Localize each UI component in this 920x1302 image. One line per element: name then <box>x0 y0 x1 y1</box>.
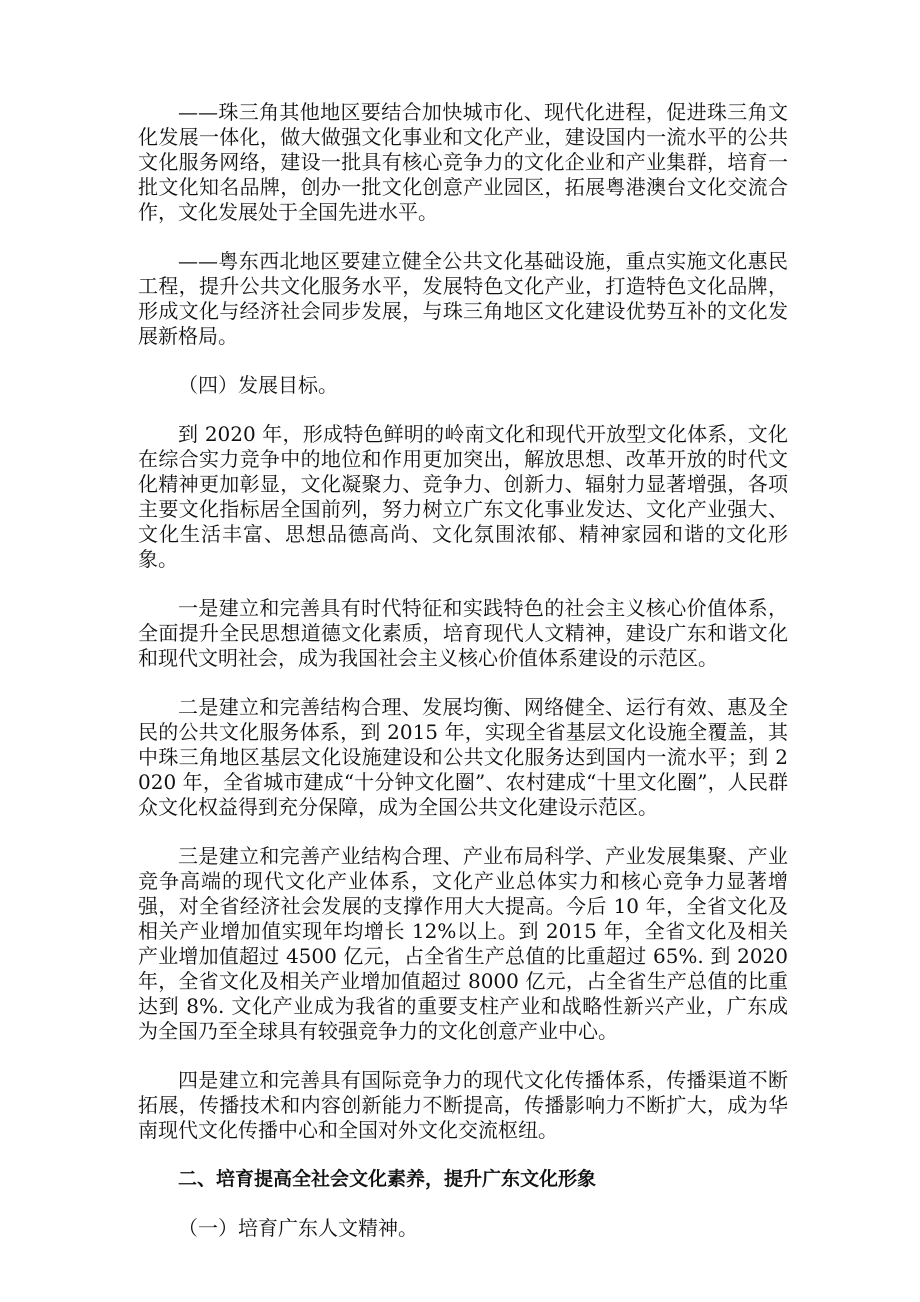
paragraph-goal-four: 四是建立和完善具有国际竞争力的现代文化传播体系，传播渠道不断拓展，传播技术和内容创新能力不断提高，传播影响力不断扩大，成为华南现代文化传播中心和全国对外文化交流枢纽。 <box>138 1068 788 1142</box>
subheading-development-goals: （四）发展目标。 <box>178 373 338 397</box>
subsection-heading: （一）培育广东人文精神。 <box>178 1216 418 1240</box>
paragraph-goal-one: 一是建立和完善具有时代特征和实践特色的社会主义核心价值体系，全面提升全民思想道德文化素质，培育现代人文精神，建设广东和谐文化和现代文明社会，成为我国社会主义核心价值体系建设的示范区。 <box>138 596 788 670</box>
paragraph-goal-three: 三是建立和完善产业结构合理、产业布局科学、产业发展集聚、产业竞争高端的现代文化产业体系，文化产业总体实力和核心竞争力显著增强，对全省经济社会发展的支撑作用大大提高。今后 10 年，全省文化及相关产业增加值实现年均增长 12%以上。到 2015 年，全省文化及相关产业增加值超过 4500 亿元，占全省生产总值的比重超过 65%. 到 2020 年，全省文化及相关产业增加值超过 8000 亿元，占全省生产总值的比重达到 8%. 文化产业成为我省的重要支柱产业和战略性新兴产业，广东成为全国乃至全球具有较强竞争力的文化创意产业中心。 <box>138 844 788 1043</box>
paragraph-prd-other-regions: ——珠三角其他地区要结合加快城市化、现代化进程，促进珠三角文化发展一体化，做大做强文化事业和文化产业，建设国内一流水平的公共文化服务网络，建设一批具有核心竞争力的文化企业和产业集群，培育一批文化知名品牌，创办一批文化创意产业园区，拓展粤港澳台文化交流合作，文化发展处于全国先进水平。 <box>138 100 788 224</box>
paragraph-2020-goals: 到 2020 年，形成特色鲜明的岭南文化和现代开放型文化体系，文化在综合实力竞争中的地位和作用更加突出，解放思想、改革开放的时代文化精神更加彰显，文化凝聚力、竞争力、创新力、辐射力显著增强，各项主要文化指标居全国前列，努力树立广东文化事业发达、文化产业强大、文化生活丰富、思想品德高尚、文化氛围浓郁、精神家园和谐的文化形象。 <box>138 422 788 571</box>
section-heading: 二、培育提高全社会文化素养，提升广东文化形象 <box>178 1168 597 1190</box>
paragraph-east-west-north-regions: ——粤东西北地区要建立健全公共文化基础设施，重点实施文化惠民工程，提升公共文化服务水平，发展特色文化产业，打造特色文化品牌，形成文化与经济社会同步发展，与珠三角地区文化建设优势互补的文化发展新格局。 <box>138 249 788 348</box>
paragraph-goal-two: 二是建立和完善结构合理、发展均衡、网络健全、运行有效、惠及全民的公共文化服务体系，到 2015 年，实现全省基层文化设施全覆盖，其中珠三角地区基层文化设施建设和公共文化服务达到国内一流水平；到 2020 年，全省城市建成“十分钟文化圈”、农村建成“十里文化圈”，人民群众文化权益得到充分保障，成为全国公共文化建设示范区。 <box>138 695 788 819</box>
document-page <box>138 100 788 1265</box>
